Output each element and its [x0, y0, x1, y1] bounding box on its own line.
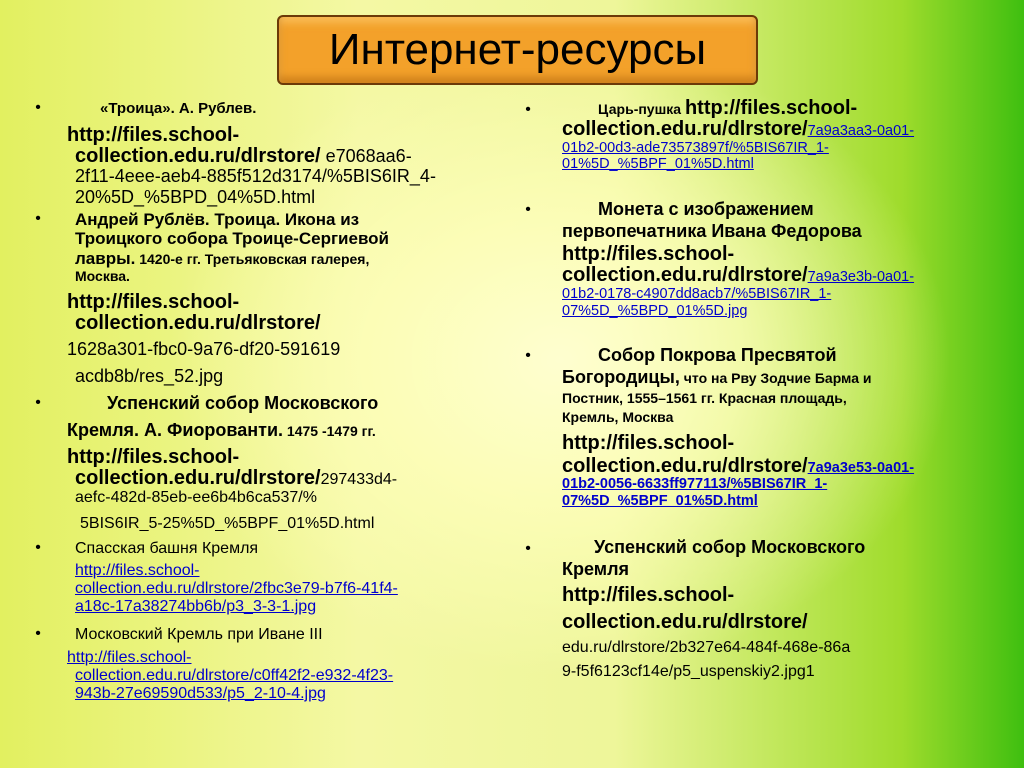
item-text: Успенский собор Московского	[107, 393, 379, 413]
url-text: http://files.school-	[67, 446, 240, 468]
item-text: первопечатника Ивана Федорова	[562, 221, 862, 241]
bullet: •	[525, 201, 531, 218]
item-text: Царь-пушка http://files.school-	[598, 97, 858, 119]
link[interactable]: 01b2-00d3-ade73573897f/%5BIS67IR_1-	[562, 140, 829, 156]
link[interactable]: http://files.school-	[75, 562, 200, 579]
link[interactable]: 7a9a3aa3-0a01-	[807, 123, 915, 139]
url-line: collection.edu.ru/dlrstore/7a9a3aa3-0a01-	[562, 118, 915, 140]
item-text: Троицкого собора Троице-Сергиевой	[75, 229, 390, 248]
item-text: Успенский собор Московского	[594, 537, 866, 557]
url-text: 20%5D_%5BPD_04%5D.html	[75, 187, 316, 207]
link[interactable]: 943b-27e69590d533/p5_2-10-4.jpg	[75, 685, 326, 702]
bullet: •	[525, 101, 531, 118]
bullet: •	[35, 99, 41, 116]
link[interactable]: a18c-17a38274bb6b/p3_3-3-1.jpg	[75, 598, 317, 615]
url-text: collection.edu.ru/dlrstore/	[562, 611, 808, 633]
link[interactable]: 07%5D_%5BPD_01%5D.jpg	[562, 303, 748, 319]
item-text: Постник, 1555–1561 гг. Красная площадь,	[562, 390, 847, 406]
link[interactable]: 01%5D_%5BPF_01%5D.html	[562, 156, 754, 172]
link[interactable]: 07%5D_%5BPF_01%5D.html	[562, 493, 758, 509]
url-text: http://files.school-	[67, 291, 240, 313]
item-text: Кремля	[562, 559, 630, 579]
url-text: http://files.school-	[562, 584, 735, 606]
item-text: Богородицы, что на Рву Зодчие Барма и	[562, 367, 872, 387]
url-line: collection.edu.ru/dlrstore/7a9a3e53-0a01-	[562, 455, 915, 477]
bullet: •	[525, 347, 531, 364]
url-text: aefc-482d-85eb-ee6b4b6ca537/%	[75, 489, 317, 506]
url-line: collection.edu.ru/dlrstore/297433d4-	[75, 467, 398, 489]
page-title: Интернет-ресурсы	[328, 25, 707, 74]
bullet: •	[35, 625, 41, 642]
bullet: •	[35, 539, 41, 556]
item-text: Андрей Рублёв. Троица. Икона из	[75, 210, 360, 229]
link[interactable]: http://files.school-	[67, 649, 192, 666]
item-text: лавры. 1420-е гг. Третьяковская галерея,	[75, 249, 370, 268]
url-text: 1628a301-fbc0-9a76-df20-591619	[67, 339, 341, 359]
item-text: Спасская башня Кремля	[75, 540, 259, 557]
url-text: edu.ru/dlrstore/2b327e64-484f-468e-86a	[562, 639, 851, 656]
item-text: Кремль, Москва	[562, 409, 674, 425]
url-text: collection.edu.ru/dlrstore/	[75, 312, 321, 334]
item-heading: «Троица». А. Рублев.	[100, 100, 257, 117]
url-text: http://files.school-	[67, 124, 240, 146]
item-text: Монета с изображением	[598, 199, 814, 219]
url-text: 2f11-4eee-aeb4-885f512d3174/%5BIS6IR_4-	[75, 166, 436, 186]
url-line: collection.edu.ru/dlrstore/7a9a3e3b-0a01-	[562, 264, 915, 286]
url-text: 9-f5f6123cf14e/p5_uspenskiy2.jpg1	[562, 663, 815, 680]
url-text: acdb8b/res_52.jpg	[75, 366, 224, 386]
bullet: •	[35, 394, 41, 411]
link[interactable]: 7a9a3e53-0a01-	[807, 460, 915, 476]
link[interactable]: 01b2-0178-c4907dd8acb7/%5BIS67IR_1-	[562, 286, 832, 302]
link[interactable]: 7a9a3e3b-0a01-	[807, 269, 915, 285]
link[interactable]: collection.edu.ru/dlrstore/c0ff42f2-e932-4f23-	[75, 667, 394, 684]
item-text: Кремля. А. Фиорованти. 1475 -1479 гг.	[67, 420, 376, 440]
bullet: •	[35, 210, 41, 227]
link[interactable]: collection.edu.ru/dlrstore/2fbc3e79-b7f6-41f4-	[75, 580, 398, 597]
url-line: collection.edu.ru/dlrstore/ e7068aa6-	[75, 145, 412, 167]
item-text: Московский Кремль при Иване III	[75, 626, 323, 643]
item-text: Собор Покрова Пресвятой	[598, 345, 837, 365]
url-text: 5BIS6IR_5-25%5D_%5BPF_01%5D.html	[80, 515, 375, 532]
url-text: http://files.school-	[562, 432, 735, 454]
item-text: Москва.	[75, 268, 130, 284]
link[interactable]: 01b2-0056-6633ff977113/%5BIS67IR_1-	[562, 476, 828, 492]
title-banner	[277, 15, 758, 85]
bullet: •	[525, 540, 531, 557]
url-text: http://files.school-	[562, 243, 735, 265]
